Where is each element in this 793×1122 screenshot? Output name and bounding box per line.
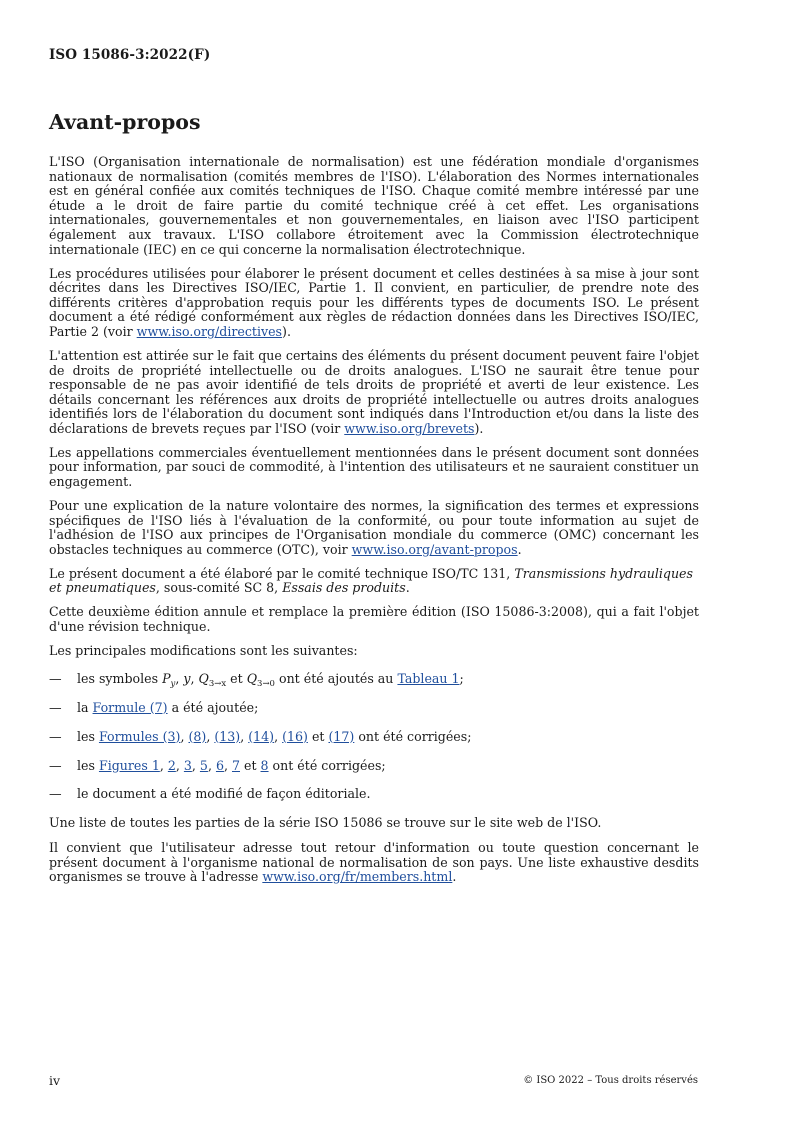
formula-3-link[interactable]: Formules (3) [98, 728, 181, 744]
figure-5-link[interactable]: 5 [199, 757, 208, 773]
paragraph-edition: Cette deuxième édition annule et remplace la première édition (ISO 15086-3:2008), qui a fait l'objet d'une révision technique. [49, 604, 699, 634]
list-item: — les symboles $P_y$, y, $Q_{3\to x}$ et $Q_{3\to 0}$ ont été ajoutés au Tableau 1; [49, 670, 464, 689]
dash-bullet: — [49, 699, 62, 715]
formula-13-link[interactable]: (13) [214, 728, 241, 744]
dash-bullet: — [49, 786, 62, 802]
figure-3-link[interactable]: 3 [183, 757, 192, 773]
paragraph-trade-names: Les appellations commerciales éventuellement mentionnées dans le présent document sont données pour information, par souci de commodité, à l'intention des utilisateurs et ne sauraient constituer un engagement. [49, 444, 699, 490]
paragraph-series-parts: Une liste de toutes les parties de la série ISO 15086 se trouve sur le site web de l'ISO. [49, 815, 602, 831]
paragraph-committee: Le présent document a été élaboré par le comité technique ISO/TC 131, Transmissions hydrauliques et pneumatiques, sous-comité SC 8, Essais des produits. [49, 565, 693, 596]
paragraph-voluntary-nature: Pour une explication de la nature volontaire des normes, la signification des termes et expressions spécifiques de l'ISO liés à l'évaluation de la conformité, ou pour toute information au sujet de l'adhésion de l'ISO aux principes de l'Organisation mondiale du commerce (OMC) concernant les obstacles techniques au commerce (OTC), voir www.iso.org/avant-propos. [49, 498, 699, 557]
page-number: iv [49, 1073, 61, 1088]
dash-bullet: — [49, 728, 62, 744]
list-item: — le document a été modifié de façon éditoriale. [49, 786, 371, 802]
patents-link[interactable]: www.iso.org/brevets [344, 420, 475, 436]
figure-1-link[interactable]: Figures 1 [98, 757, 160, 773]
directives-link[interactable]: www.iso.org/directives [136, 323, 283, 339]
formula-16-link[interactable]: (16) [282, 728, 308, 744]
formula-8-link[interactable]: (8) [188, 728, 207, 744]
paragraph-iso-intro: L'ISO (Organisation internationale de normalisation) est une fédération mondiale d'organismes nationaux de normalisation (comités membres de l'ISO). L'élaboration des Normes internationales est en général confiée aux comités techniques de l'ISO. Chaque comité membre intéressé par une étude a le droit de faire partie du comité technique créé à cet effet. Les organisations internationales, gouvernementales et non gouvernementales, en liaison avec l'ISO participent également aux travaux. L'ISO collabore étroitement avec la Commission électrotechnique internationale (IEC) en ce qui concerne la normalisation électrotechnique. [49, 154, 699, 257]
copyright-notice: © ISO 2022 – Tous droits réservés [523, 1075, 698, 1086]
paragraph-patents: L'attention est attirée sur le fait que certains des éléments du présent document peuvent faire l'objet de droits de propriété intellectuelle ou de droits analogues. L'ISO ne saurait être tenue pour responsable de ne pas avoir identifié de tels droits de propriété et averti de leur existence. Les détails concernant les références aux droits de propriété intellectuelle ou autres droits analogues identifiés lors de l'élaboration du document sont indiqués dans l'Introduction et/ou dans la liste des déclarations de brevets reçues par l'ISO (voir www.iso.org/brevets). [49, 347, 699, 436]
list-item: — les Figures 1, 2, 3, 5, 6, 7 et 8 ont été corrigées; [49, 757, 386, 773]
formula-17-link[interactable]: (17) [328, 728, 355, 744]
formula-14-link[interactable]: (14) [248, 728, 275, 744]
figure-6-link[interactable]: 6 [215, 757, 224, 773]
figure-2-link[interactable]: 2 [167, 757, 176, 773]
formula-7-link[interactable]: Formule (7) [92, 699, 168, 715]
list-item: — les Formules (3), (8), (13), (14), (16) et (17) ont été corrigées; [49, 728, 472, 744]
dash-bullet: — [49, 670, 62, 686]
foreword-link[interactable]: www.iso.org/avant-propos [351, 541, 518, 557]
section-title: Avant-propos [49, 110, 201, 134]
figure-7-link[interactable]: 7 [231, 757, 240, 773]
table-1-link[interactable]: Tableau 1 [397, 670, 460, 686]
list-item: — la Formule (7) a été ajoutée; [49, 699, 259, 715]
figure-8-link[interactable]: 8 [260, 757, 269, 773]
document-id-header: ISO 15086-3:2022(F) [49, 47, 211, 63]
paragraph-changes-intro: Les principales modifications sont les suivantes: [49, 642, 358, 658]
dash-bullet: — [49, 757, 62, 773]
paragraph-procedures: Les procédures utilisées pour élaborer le présent document et celles destinées à sa mise à jour sont décrites dans les Directives ISO/IEC, Partie 1. Il convient, en particulier, de prendre note des différents critères d'approbation requis pour les différents types de documents ISO. Le présent document a été rédigé conformément aux règles de rédaction données dans les Directives ISO/IEC, Partie 2 (voir www.iso.org/directives). [49, 265, 699, 339]
members-link[interactable]: www.iso.org/fr/members.html [262, 869, 453, 885]
foreword-body [49, 155, 699, 894]
paragraph-feedback: Il convient que l'utilisateur adresse tout retour d'information ou toute question concernant le présent document à l'organisme national de normalisation de son pays. Une liste exhaustive desdits organismes se trouve à l'adresse www.iso.org/fr/members.html. [49, 840, 699, 885]
